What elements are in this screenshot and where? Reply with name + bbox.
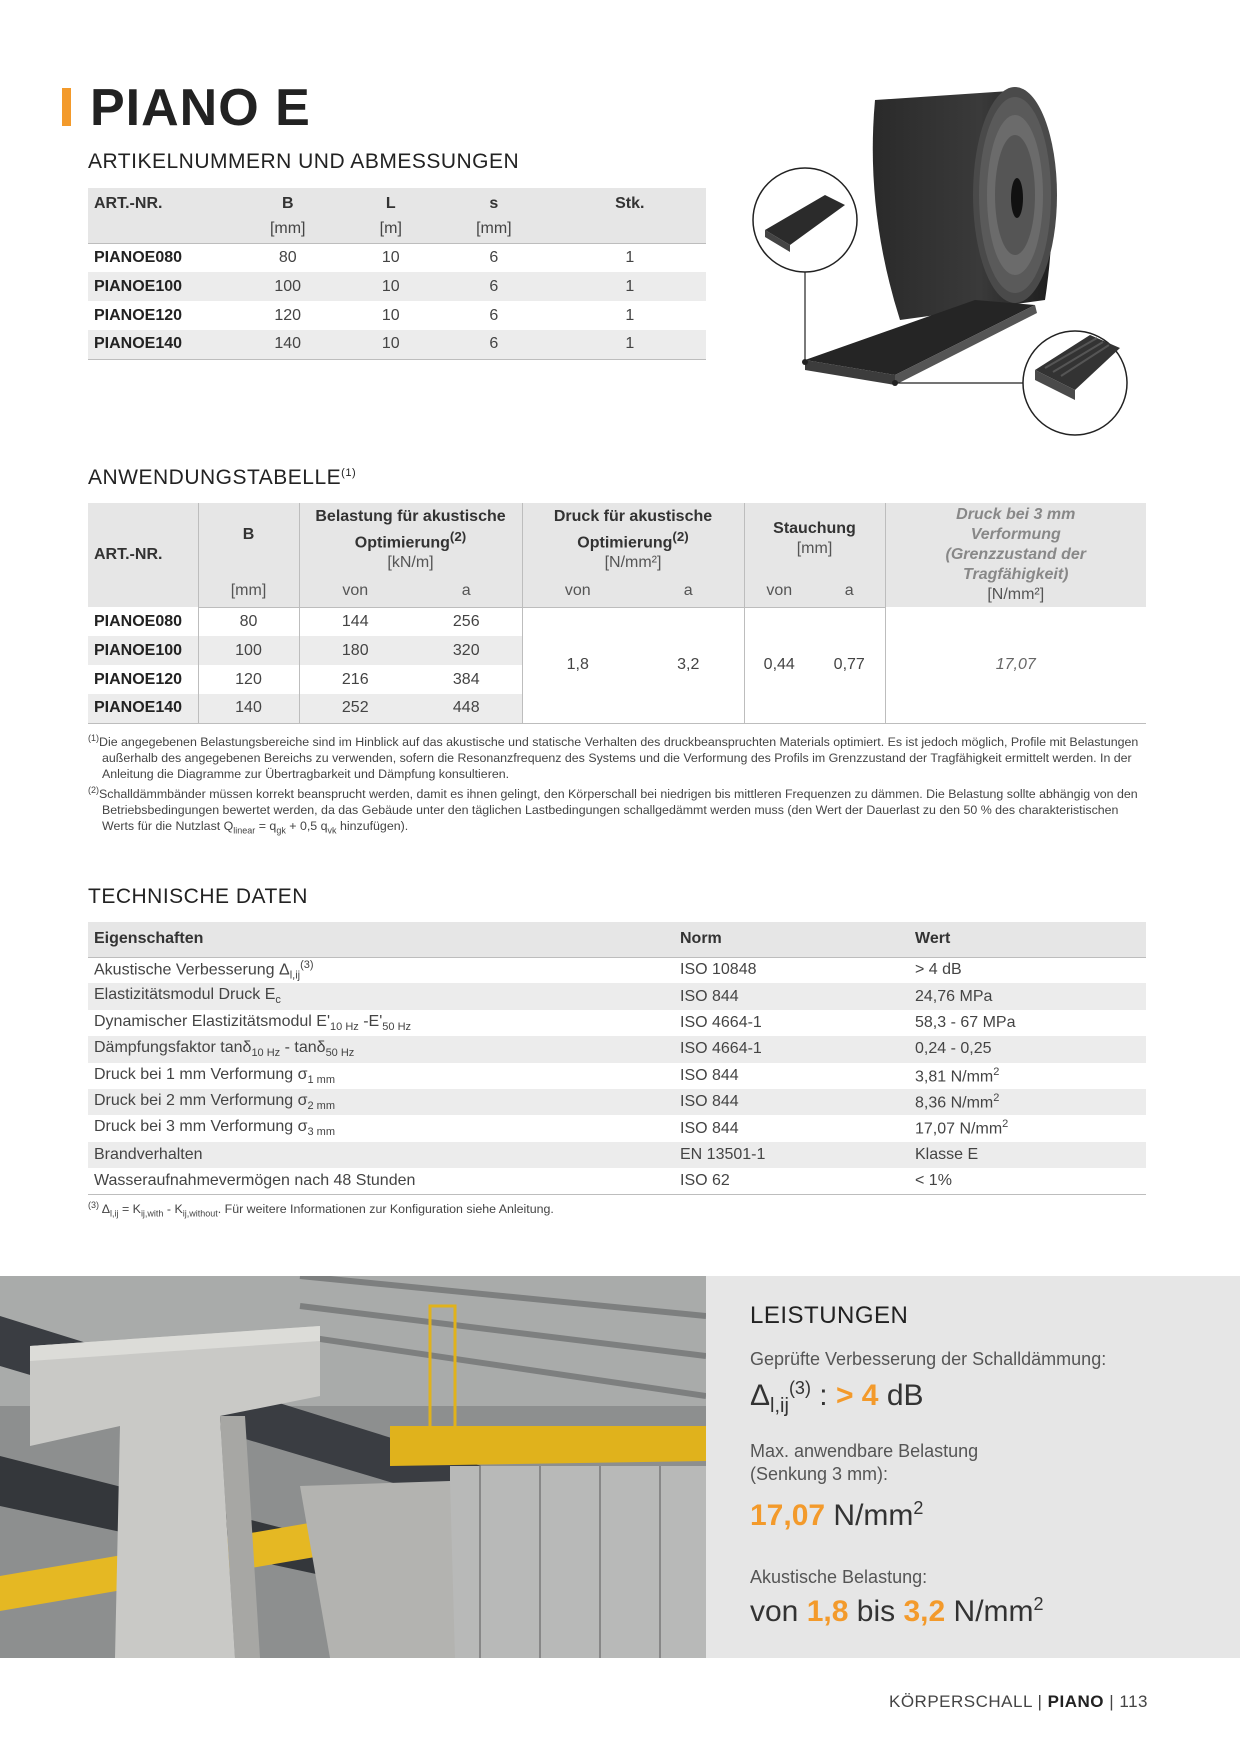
table-row bbox=[88, 983, 1146, 1009]
superscript: 2 bbox=[993, 1065, 1000, 1078]
value: 24,76 MPa bbox=[909, 983, 1146, 1009]
unit-cell bbox=[88, 215, 228, 243]
cell: 10 bbox=[347, 272, 434, 301]
property bbox=[88, 1089, 674, 1115]
norm: ISO 844 bbox=[674, 983, 909, 1009]
unit-cell: [mm] bbox=[434, 215, 553, 243]
subscript: 50 Hz bbox=[382, 1021, 412, 1034]
value: Klasse E bbox=[909, 1142, 1146, 1168]
load-header-text: Belastung für akustische Optimierung bbox=[315, 507, 506, 552]
table-row bbox=[88, 272, 706, 301]
footnote-mark: (2) bbox=[88, 785, 99, 796]
compression-unit: [mm] bbox=[796, 540, 833, 558]
col-header-compression bbox=[744, 503, 885, 575]
title-accent-bar bbox=[62, 88, 71, 126]
table-row bbox=[88, 301, 706, 330]
subscript: l,ij bbox=[289, 969, 301, 982]
cell: 1 bbox=[625, 248, 635, 266]
delta-symbol: Δ bbox=[750, 1379, 771, 1412]
unit-cell: [m] bbox=[347, 215, 434, 243]
value: > 4 dB bbox=[915, 961, 962, 979]
footnote-text: = K bbox=[118, 1202, 141, 1217]
col-header-stk: Stk. bbox=[554, 188, 706, 215]
page-title: PIANO E bbox=[90, 79, 311, 137]
value bbox=[909, 1115, 1146, 1141]
col-header-pressure bbox=[522, 503, 744, 575]
subscript: 10 Hz bbox=[330, 1021, 359, 1034]
footer-section: KÖRPERSCHALL bbox=[888, 1692, 1033, 1711]
value: 58,3 - 67 MPa bbox=[915, 1013, 1016, 1031]
cell: 448 bbox=[411, 694, 522, 723]
property bbox=[88, 1010, 674, 1036]
property-text: Druck bei 1 mm Verformung σ bbox=[94, 1065, 308, 1083]
cell: 80 bbox=[198, 607, 299, 636]
cell: 10 bbox=[347, 330, 434, 359]
a-label: a bbox=[814, 575, 885, 607]
superscript: 2 bbox=[1033, 1594, 1044, 1614]
cell: 140 bbox=[228, 330, 347, 359]
norm: ISO 10848 bbox=[680, 961, 757, 979]
col-header-b: B bbox=[228, 188, 347, 215]
property-text: - tanδ bbox=[280, 1039, 326, 1057]
von-label: von bbox=[299, 575, 411, 607]
pressure-a: 3,2 bbox=[633, 607, 744, 723]
cell: 10 bbox=[381, 248, 400, 266]
property bbox=[88, 1115, 674, 1141]
footnote-mark: (3) bbox=[88, 1200, 99, 1210]
col-header-b: B bbox=[198, 503, 299, 575]
subscript: ij,without bbox=[182, 1208, 218, 1219]
cell: 144 bbox=[299, 607, 411, 636]
norm: ISO 844 bbox=[680, 1119, 739, 1137]
pressure-unit: [N/mm²] bbox=[604, 554, 662, 572]
text: von bbox=[750, 1595, 807, 1628]
property-text: Druck bei 3 mm Verformung σ bbox=[94, 1118, 308, 1136]
value bbox=[909, 1089, 1146, 1115]
article-number: PIANOE140 bbox=[88, 330, 228, 359]
article-number: PIANOE080 bbox=[94, 248, 183, 266]
subscript: ij,with bbox=[140, 1208, 164, 1219]
cell: 256 bbox=[452, 612, 480, 630]
performance-value-acoustic-load bbox=[750, 1594, 1044, 1629]
value-text: 17,07 N/mm bbox=[915, 1120, 1003, 1138]
label-line: Max. anwendbare Belastung bbox=[750, 1441, 979, 1461]
unit: dB bbox=[878, 1379, 924, 1412]
label-line: (Senkung 3 mm): bbox=[750, 1464, 889, 1484]
highlight-value: > 4 bbox=[835, 1379, 879, 1412]
cell: 1 bbox=[625, 306, 635, 324]
technical-data-table bbox=[88, 922, 1146, 1195]
page-number: 113 bbox=[1119, 1692, 1148, 1711]
table-row bbox=[88, 330, 706, 359]
cell: 120 bbox=[274, 306, 302, 324]
text: bis bbox=[848, 1595, 904, 1628]
b-unit: [mm] bbox=[198, 575, 299, 607]
value bbox=[909, 1063, 1146, 1089]
subscript: 2 mm bbox=[307, 1100, 335, 1113]
a-label: a bbox=[411, 575, 522, 607]
subscript: 10 Hz bbox=[251, 1047, 281, 1060]
footer-product: PIANO bbox=[1047, 1692, 1105, 1711]
col-header-art: ART.-NR. bbox=[88, 503, 198, 607]
section-heading-article-numbers: ARTIKELNUMMERN UND ABMESSUNGEN bbox=[88, 150, 520, 173]
highlight-value: 17,07 bbox=[750, 1499, 826, 1532]
norm: EN 13501-1 bbox=[674, 1142, 909, 1168]
subscript: linear bbox=[233, 825, 256, 836]
product-roll-illustration bbox=[745, 80, 1155, 460]
footnote-text: - K bbox=[163, 1202, 183, 1217]
cell: 1 bbox=[554, 330, 706, 359]
table-row bbox=[88, 1036, 1146, 1062]
article-number: PIANOE100 bbox=[88, 636, 198, 665]
section-heading-application bbox=[88, 466, 356, 490]
von-label: von bbox=[522, 575, 633, 607]
norm: ISO 62 bbox=[674, 1168, 909, 1194]
construction-photo bbox=[0, 1276, 706, 1658]
table-row bbox=[88, 1010, 1146, 1036]
footnote-text: + 0,5 q bbox=[285, 819, 328, 834]
von-label: von bbox=[744, 575, 814, 607]
norm: ISO 4664-1 bbox=[674, 1036, 909, 1062]
article-number: PIANOE120 bbox=[94, 670, 183, 688]
subscript: l,ij bbox=[770, 1395, 789, 1417]
property bbox=[88, 957, 674, 983]
cell: 320 bbox=[411, 636, 522, 665]
article-number: PIANOE140 bbox=[88, 694, 198, 723]
property-text: -E' bbox=[358, 1012, 383, 1030]
subscript: 50 Hz bbox=[325, 1047, 355, 1060]
value-text: 8,36 N/mm bbox=[915, 1094, 994, 1112]
col-header-norm: Norm bbox=[674, 922, 909, 957]
article-table bbox=[88, 188, 706, 360]
footnote-text: Δ bbox=[99, 1202, 111, 1217]
cell: 216 bbox=[299, 665, 411, 694]
application-footnotes bbox=[88, 730, 1148, 839]
table-row bbox=[88, 1115, 1146, 1141]
limit-unit: [N/mm²] bbox=[987, 586, 1045, 603]
highlight-value: 3,2 bbox=[903, 1595, 946, 1628]
property bbox=[88, 1036, 674, 1062]
unit: N/mm bbox=[945, 1595, 1034, 1628]
article-number: PIANOE100 bbox=[88, 272, 228, 301]
footnote-ref: (1) bbox=[341, 467, 357, 479]
subscript: l,ij bbox=[110, 1208, 119, 1219]
norm: ISO 4664-1 bbox=[680, 1013, 762, 1031]
footnote-mark: (1) bbox=[88, 733, 99, 743]
footnote-1 bbox=[88, 730, 1148, 782]
superscript: 2 bbox=[1002, 1118, 1009, 1131]
cell: 100 bbox=[198, 636, 299, 665]
col-header-property: Eigenschaften bbox=[88, 922, 674, 957]
cell: 10 bbox=[381, 306, 400, 324]
subscript: gk bbox=[276, 825, 286, 836]
col-header-s: s bbox=[434, 188, 553, 215]
footnote-ref: (2) bbox=[449, 528, 467, 544]
compression-a: 0,77 bbox=[814, 607, 885, 723]
cell: 80 bbox=[278, 248, 297, 266]
value: 0,24 - 0,25 bbox=[909, 1036, 1146, 1062]
performance-value-sound bbox=[750, 1378, 924, 1418]
unit: N/mm bbox=[825, 1499, 914, 1532]
compression-von: 0,44 bbox=[744, 607, 814, 723]
cell: 6 bbox=[489, 248, 499, 266]
col-header-art: ART.-NR. bbox=[88, 188, 228, 215]
property-text: Dynamischer Elastizitätsmodul E' bbox=[94, 1012, 331, 1030]
subscript: 3 mm bbox=[307, 1126, 335, 1139]
property bbox=[88, 983, 674, 1009]
unit-cell: [mm] bbox=[228, 215, 347, 243]
article-number: PIANOE120 bbox=[94, 306, 183, 324]
performance-label-max-load bbox=[750, 1440, 978, 1486]
cell: 6 bbox=[434, 272, 553, 301]
cell: 100 bbox=[228, 272, 347, 301]
cell: 6 bbox=[434, 330, 553, 359]
highlight-value: 1,8 bbox=[806, 1595, 849, 1628]
pressure-header-text: Druck für akustische Optimierung bbox=[553, 507, 713, 552]
table-row bbox=[88, 1142, 1146, 1168]
subscript: 1 mm bbox=[307, 1073, 335, 1086]
cell: 252 bbox=[299, 694, 411, 723]
section-heading-technical-data: TECHNISCHE DATEN bbox=[88, 885, 308, 908]
application-table bbox=[88, 503, 1146, 724]
norm: ISO 844 bbox=[674, 1089, 909, 1115]
footnote-ref: (2) bbox=[672, 528, 689, 544]
table-row bbox=[88, 957, 1146, 983]
property bbox=[88, 1063, 674, 1089]
norm: ISO 844 bbox=[680, 1066, 739, 1084]
performance-label-acoustic-load: Akustische Belastung: bbox=[750, 1567, 928, 1587]
performance-value-max-load bbox=[750, 1498, 923, 1533]
performance-panel bbox=[706, 1276, 1240, 1658]
load-unit: [kN/m] bbox=[387, 554, 434, 572]
footnote-text: . Für weitere Informationen zur Konfiguration siehe Anleitung. bbox=[217, 1202, 554, 1217]
subscript: vk bbox=[327, 825, 337, 836]
col-header-l: L bbox=[347, 188, 434, 215]
footnote-text: Die angegebenen Belastungsbereiche sind im Hinblick auf das akustische und statische Verhalten des druckbeanspruchten Materials optimiert. Es ist jedoch möglich, Profile mit Belastungen außerhalb des angegebenen Bereichs zu verwenden, sofern die Resonanzfrequenz des Systems und die Verformung des Profils im Grenzzustand der Tragfähigkeit ermittelt werden. In der Anleitung die Diagramme zur Übertragbarkeit und Dämpfung konsultieren. bbox=[99, 735, 1139, 782]
value: < 1% bbox=[909, 1168, 1146, 1194]
property-text: Druck bei 2 mm Verformung σ bbox=[94, 1092, 308, 1110]
subscript: c bbox=[275, 994, 281, 1007]
pressure-von: 1,8 bbox=[522, 607, 633, 723]
table-row bbox=[88, 1063, 1146, 1089]
cell: 1 bbox=[554, 272, 706, 301]
footer-separator: | bbox=[1104, 1692, 1120, 1711]
col-header-value: Wert bbox=[909, 922, 1146, 957]
property-text: Elastizitätsmodul Druck E bbox=[94, 986, 276, 1004]
cell: 384 bbox=[452, 670, 480, 688]
footer-separator: | bbox=[1032, 1692, 1048, 1711]
cell: 6 bbox=[489, 306, 499, 324]
footnote-text: Schalldämmbänder müssen korrekt beansprucht werden, damit es ihnen gelingt, den Körperschall bei niedrigen bis mittleren Frequenzen zu dämmen. Die Belastung sollte abhängig von den Betriebsbedingungen bewertet werden, da das Gebäude unter den täglichen Lastbedingungen schallgedämmt werden muss (den Wert der Dauerlast zu den 50 % des charakteristischen Werts für die Nutzlast Q bbox=[99, 787, 1138, 834]
superscript: 2 bbox=[993, 1091, 1000, 1104]
property-text: Akustische Verbesserung Δ bbox=[94, 961, 290, 979]
property: Wasseraufnahmevermögen nach 48 Stunden bbox=[88, 1168, 674, 1194]
table-row bbox=[88, 243, 706, 272]
footnote-2 bbox=[88, 782, 1148, 839]
value-text: 3,81 N/mm bbox=[915, 1067, 994, 1085]
footnote-3 bbox=[88, 1200, 554, 1219]
footnote-text: hinzufügen). bbox=[336, 819, 409, 834]
footnote-text: = q bbox=[255, 819, 277, 834]
col-header-limit bbox=[885, 503, 1146, 607]
performance-label-sound: Geprüfte Verbesserung der Schalldämmung: bbox=[750, 1349, 1107, 1369]
a-label: a bbox=[633, 575, 744, 607]
compression-header-text: Stauchung bbox=[773, 520, 856, 538]
table-row bbox=[88, 607, 1146, 636]
unit-cell bbox=[554, 215, 706, 243]
separator: : bbox=[810, 1379, 836, 1412]
footnote-ref: (3) bbox=[788, 1378, 811, 1398]
table-row bbox=[88, 1089, 1146, 1115]
limit-value: 17,07 bbox=[885, 607, 1146, 723]
table-row bbox=[88, 1168, 1146, 1194]
application-heading-text: ANWENDUNGSTABELLE bbox=[88, 466, 342, 489]
article-number: PIANOE080 bbox=[94, 612, 183, 630]
footnote-ref: (3) bbox=[300, 959, 314, 972]
superscript: 2 bbox=[913, 1498, 924, 1518]
property: Brandverhalten bbox=[88, 1142, 674, 1168]
property-text: Dämpfungsfaktor tanδ bbox=[94, 1039, 252, 1057]
page-footer bbox=[889, 1692, 1148, 1712]
limit-header-text: Druck bei 3 mm Verformung (Grenzzustand der Tragfähigkeit) bbox=[945, 506, 1086, 583]
cell: 140 bbox=[198, 694, 299, 723]
col-header-load bbox=[299, 503, 522, 575]
performance-heading: LEISTUNGEN bbox=[750, 1302, 909, 1329]
cell: 180 bbox=[299, 636, 411, 665]
cell: 120 bbox=[198, 665, 299, 694]
